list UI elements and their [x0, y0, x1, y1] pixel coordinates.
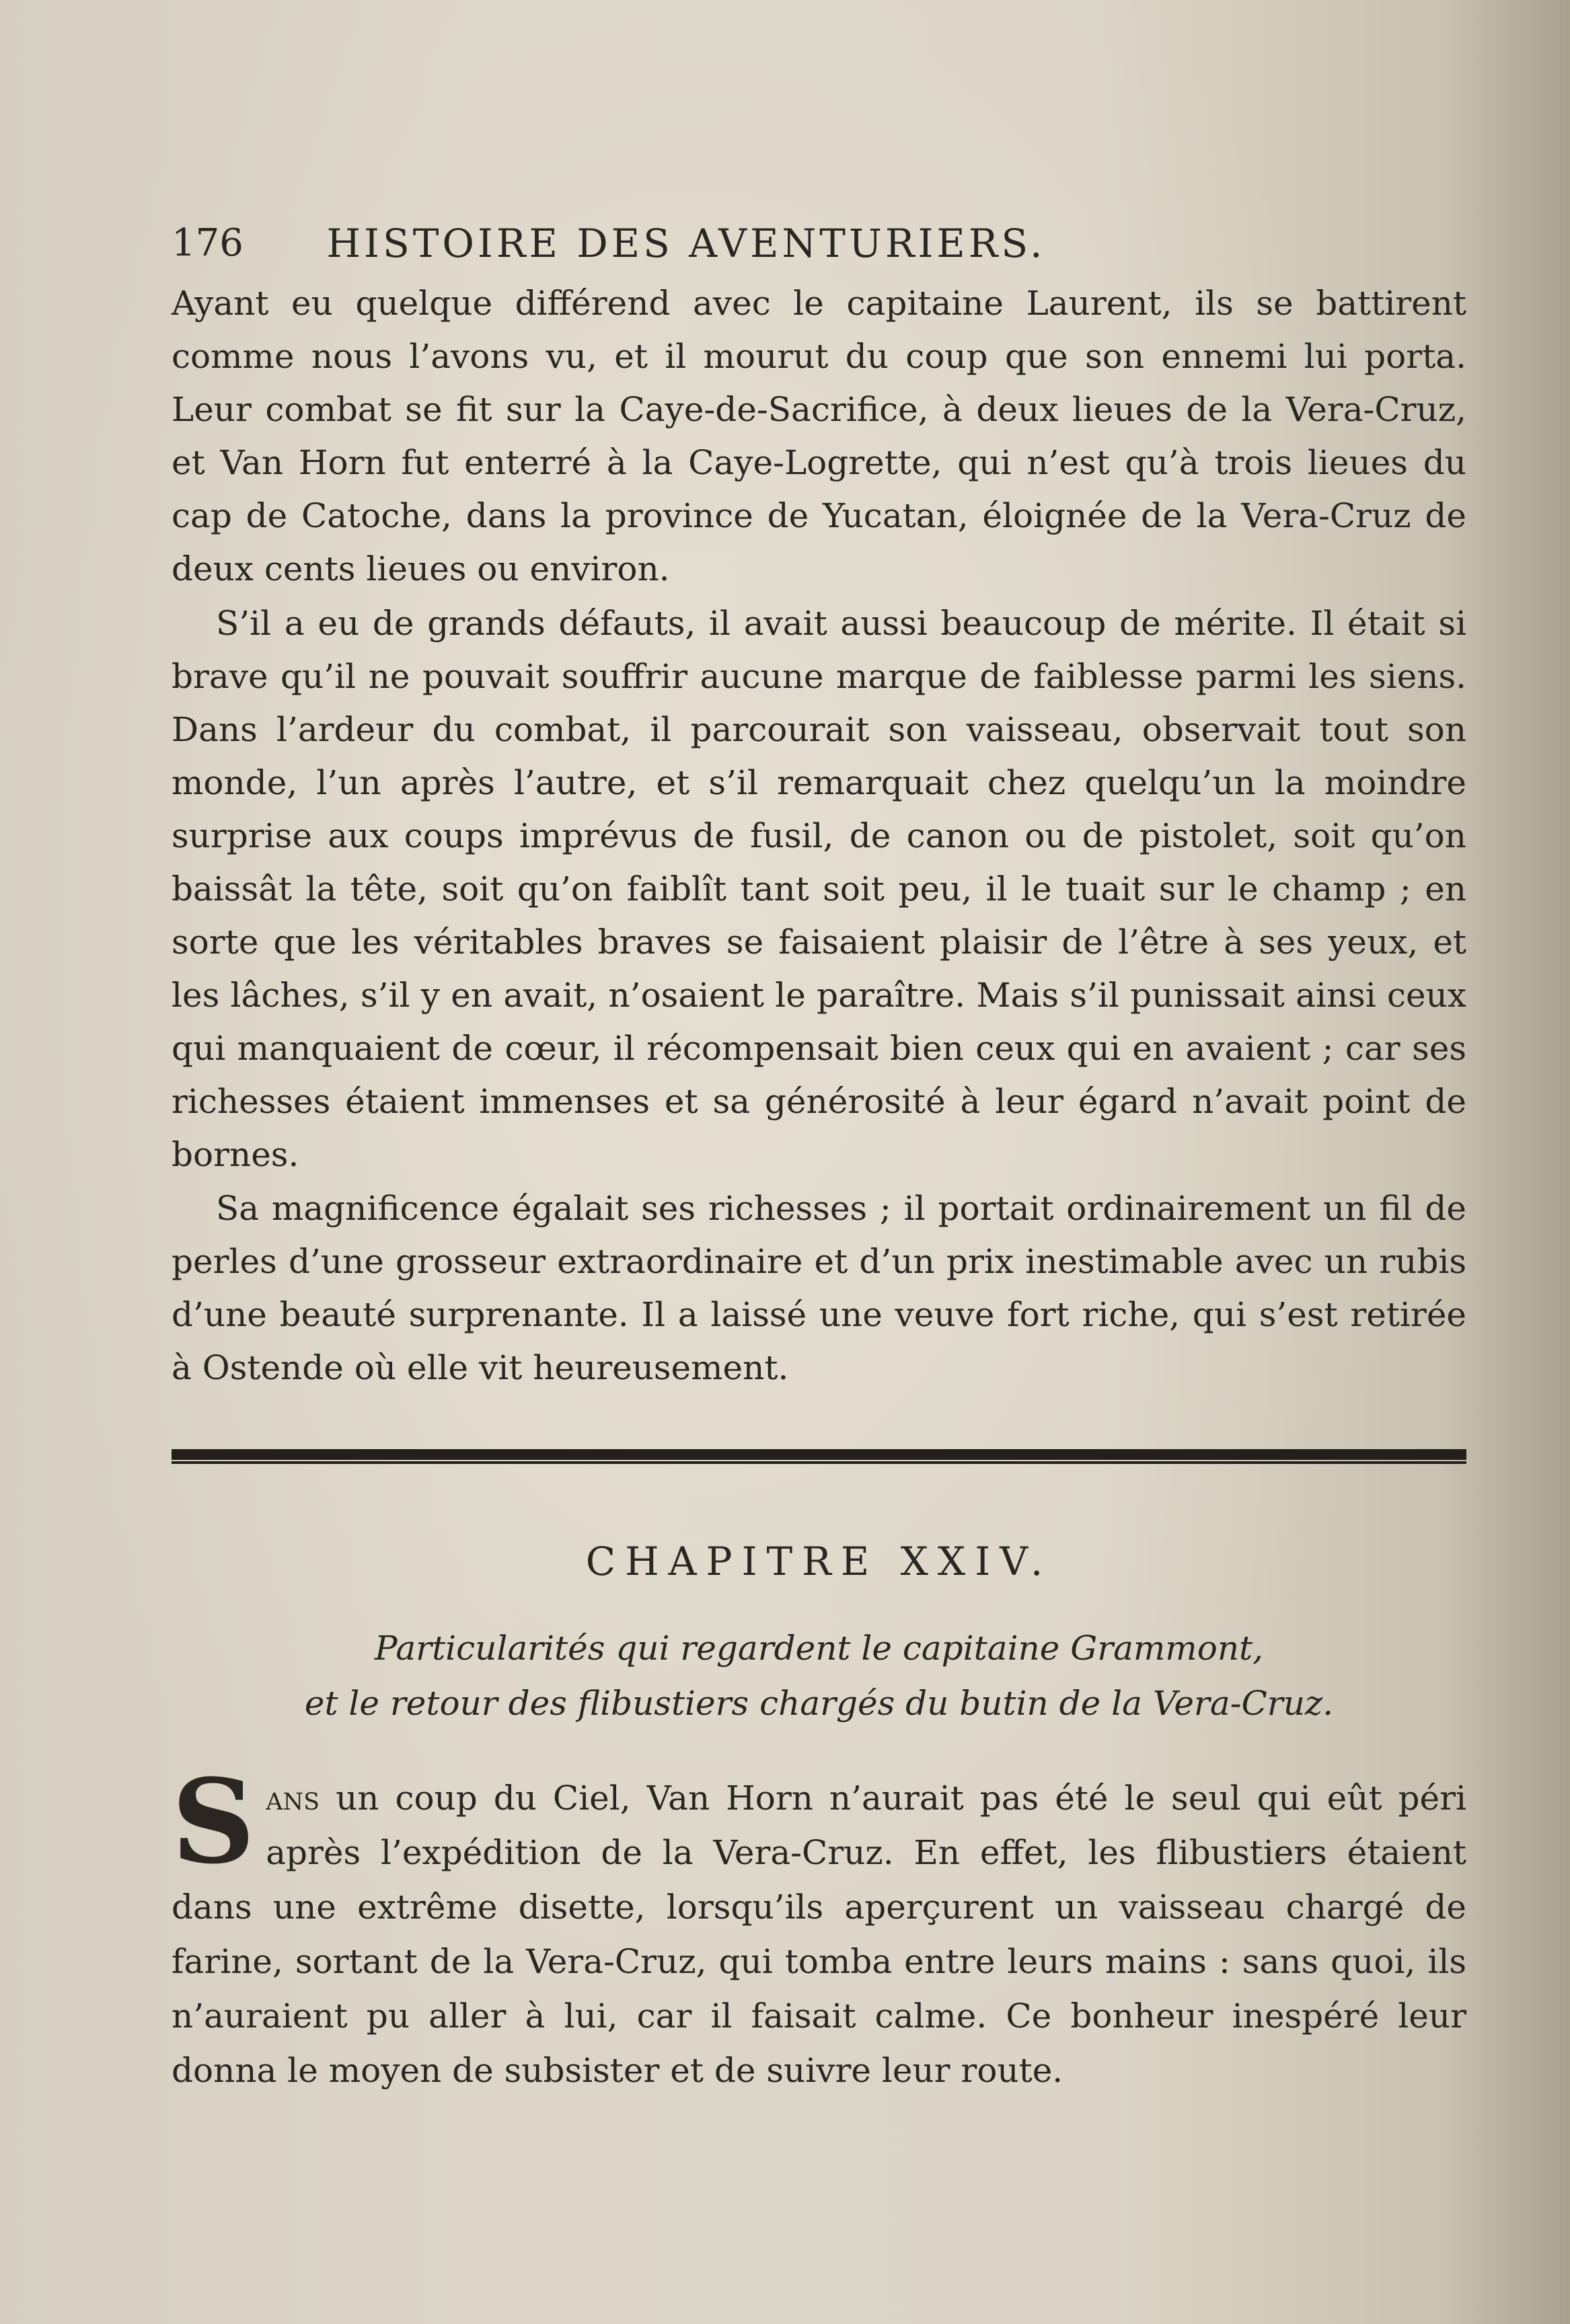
chapter-subtitle-line-1: Particularités qui regardent le capitaine Grammont, — [374, 1629, 1264, 1668]
running-head — [172, 217, 1201, 270]
chapter-subtitle — [172, 1621, 1466, 1731]
running-title: HISTOIRE DES AVENTURIERS. — [326, 221, 1046, 266]
chapter-paragraph-1-text: un coup du Ciel, Van Horn n’aurait pas été le seul qui eût péri après l’expédition de la Vera-Cruz. En effet, les flibustiers étaient dans une extrême disette, lorsqu’ils aperçurent un vaisseau chargé de farine, sortant de la Vera-Cruz, qui tomba entre leurs mains : sans quoi, ils n’auraient pu aller à lui, car il faisait calme. Ce bonheur inespéré leur donna le moyen de subsister et de suivre leur route. — [172, 1779, 1466, 2090]
chapter-divider-rule — [172, 1449, 1466, 1464]
body-paragraph-2: S’il a eu de grands défauts, il avait aussi beaucoup de mérite. Il était si brave qu’il ne pouvait souffrir aucune marque de faiblesse parmi les siens. Dans l’ardeur du combat, il parcourait son vaisseau, observait tout son monde, l’un après l’autre, et s’il remarquait chez quelqu’un la moindre surprise aux coups imprévus de fusil, de canon ou de pistolet, soit qu’on baissât la tête, soit qu’on faiblît tant soit peu, il le tuait sur le champ ; en sorte que les véritables braves se faisaient plaisir de l’être à ses yeux, et les lâches, s’il y en avait, n’osaient le paraître. Mais s’il punissait ainsi ceux qui manquaient de cœur, il récompensait bien ceux qui en avaient ; car ses richesses étaient immenses et sa générosité à leur égard n’avait point de bornes. — [172, 604, 1466, 1174]
page-number: 176 — [172, 221, 244, 265]
chapter-subtitle-line-2: et le retour des flibustiers chargés du butin de la Vera-Cruz. — [304, 1684, 1334, 1723]
chapter-title: CHAPITRE XXIV. — [585, 1539, 1053, 1584]
body-paragraph-1: Ayant eu quelque différend avec le capitaine Laurent, ils se battirent comme nous l’avons vu, et il mourut du coup que son ennemi lui porta. Leur combat se fit sur la Caye-de-Sacrifice, à deux lieues de la Vera-Cruz, et Van Horn fut enterré à la Caye-Logrette, qui n’est qu’à trois lieues du cap de Catoche, dans la province de Yucatan, éloignée de la Vera-Cruz de deux cents lieues ou environ. — [172, 284, 1466, 588]
drop-cap-continuation: ans — [266, 1779, 320, 1818]
body-paragraph-3: Sa magnificence égalait ses richesses ; il portait ordinairement un fil de perles d’une grosseur extraordinaire et d’un prix inestimable avec un rubis d’une beauté surprenante. Il a laissé une veuve fort riche, qui s’est retirée à Ostende où elle vit heureusement. — [172, 1189, 1466, 1387]
drop-cap-letter: S — [172, 1753, 256, 1890]
chapter-paragraph-1 — [172, 1753, 1466, 2098]
